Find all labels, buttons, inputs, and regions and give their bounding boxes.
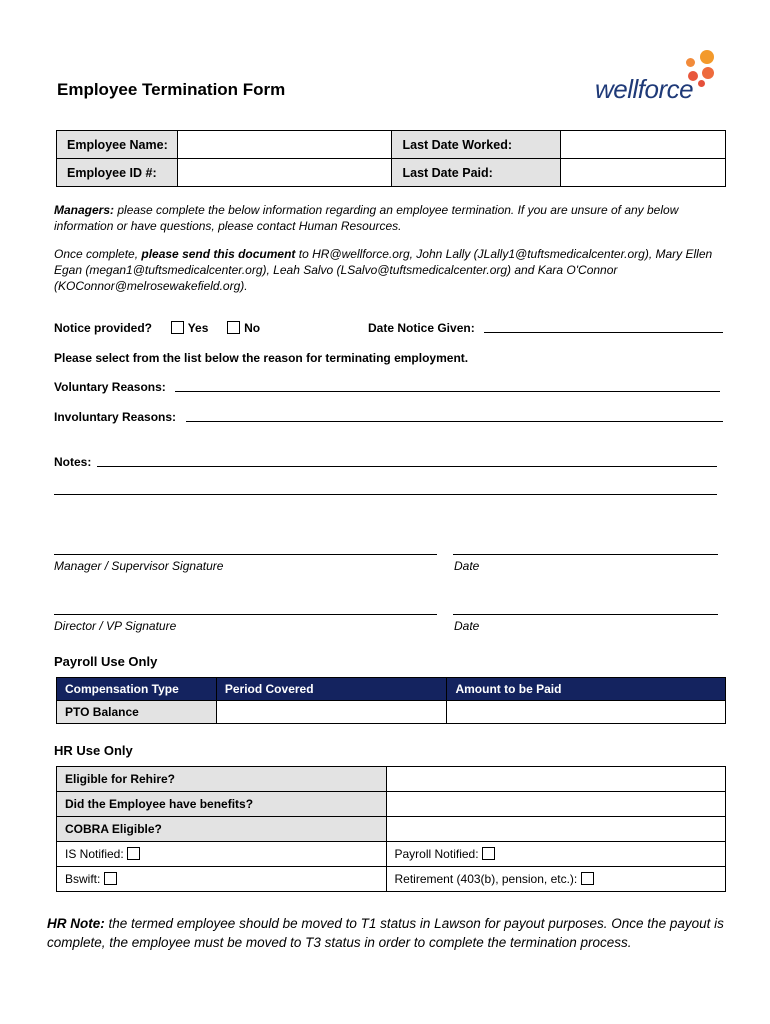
logo-text: wellforce [595, 74, 694, 104]
employee-name-field[interactable] [177, 131, 392, 159]
director-signature-line[interactable] [54, 614, 437, 615]
is-notified-cell [57, 842, 387, 867]
notice-label: Notice provided? [54, 321, 153, 335]
date-notice-label: Date Notice Given: [368, 321, 475, 335]
wellforce-logo [592, 48, 724, 108]
voluntary-label: Voluntary Reasons: [54, 380, 166, 394]
benefits-field[interactable] [386, 792, 726, 817]
cobra-field[interactable] [386, 817, 726, 842]
payroll-notified-label: Payroll Notified: [394, 847, 479, 861]
send-pre: Once complete, [54, 247, 142, 261]
manager-signature-line[interactable] [54, 554, 437, 555]
employee-info-table [56, 130, 726, 187]
last-date-worked-label: Last Date Worked: [392, 131, 561, 159]
is-notified-label: IS Notified: [65, 847, 124, 861]
manager-date-label: Date [454, 559, 480, 573]
benefits-label: Did the Employee have benefits? [57, 792, 387, 817]
involuntary-label: Involuntary Reasons: [54, 410, 177, 424]
employee-name-label: Employee Name: [57, 131, 178, 159]
last-date-worked-field[interactable] [561, 131, 726, 159]
hr-heading: HR Use Only [54, 743, 133, 758]
involuntary-line[interactable] [186, 421, 723, 422]
notes-label: Notes: [54, 455, 92, 469]
bswift-checkbox[interactable] [104, 872, 117, 885]
managers-lead: Managers: [54, 203, 115, 217]
voluntary-line[interactable] [175, 391, 720, 392]
retirement-checkbox[interactable] [581, 872, 594, 885]
notice-yes-checkbox[interactable] [171, 321, 184, 334]
payroll-notified-checkbox[interactable] [482, 847, 495, 860]
last-date-paid-label: Last Date Paid: [392, 159, 561, 187]
notes-line-1[interactable] [97, 466, 717, 467]
payroll-table [56, 677, 726, 724]
send-instructions [54, 246, 726, 294]
send-bold: please send this document [141, 247, 296, 261]
hr-note-lead: HR Note: [47, 916, 105, 931]
payroll-heading: Payroll Use Only [54, 654, 158, 669]
pto-amount-field[interactable] [447, 701, 726, 724]
send-post: to HR@wellforce.org, John Lally (JLally1@tuftsmedicalcenter.org), Mary Ellen Egan (megan1@tuftsmedicalcenter.org), Leah Salvo (LSalvo@tuftsmedicalcenter.org) and Kara O'Connor (KOConnor@melrosewakefield.org). [54, 247, 713, 293]
employee-id-field[interactable] [177, 159, 392, 187]
payroll-notified-cell [386, 842, 726, 867]
bswift-label: Bswift: [65, 872, 101, 886]
director-date-line[interactable] [453, 614, 718, 615]
notes-line-2[interactable] [54, 494, 717, 495]
payroll-header-amount: Amount to be Paid [447, 678, 726, 701]
select-reason-text: Please select from the list below the reason for terminating employment. [54, 351, 469, 365]
last-date-paid-field[interactable] [561, 159, 726, 187]
rehire-field[interactable] [386, 767, 726, 792]
is-notified-checkbox[interactable] [127, 847, 140, 860]
pto-balance-label: PTO Balance [57, 701, 217, 724]
notice-yes-label: Yes [187, 321, 209, 335]
retirement-cell [386, 867, 726, 892]
payroll-header-compensation: Compensation Type [57, 678, 217, 701]
notice-no-label: No [244, 321, 261, 335]
pto-period-field[interactable] [216, 701, 447, 724]
manager-signature-label: Manager / Supervisor Signature [54, 559, 224, 573]
hr-note-text: the termed employee should be moved to T1 status in Lawson for payout purposes. Once the payout is complete, the employee must be moved to T3 status in order to complete the termination process. [47, 916, 724, 950]
director-signature-label: Director / VP Signature [54, 619, 177, 633]
manager-date-line[interactable] [453, 554, 718, 555]
hr-table [56, 766, 726, 892]
employee-id-label: Employee ID #: [57, 159, 178, 187]
notice-no-checkbox[interactable] [227, 321, 240, 334]
managers-instructions [54, 202, 726, 234]
managers-text: please complete the below information regarding an employee termination. If you are unsure of any below information or have questions, please contact Human Resources. [54, 203, 679, 233]
notice-row [54, 321, 260, 335]
payroll-header-period: Period Covered [216, 678, 447, 701]
rehire-label: Eligible for Rehire? [57, 767, 387, 792]
cobra-label: COBRA Eligible? [57, 817, 387, 842]
bswift-cell [57, 867, 387, 892]
hr-note [47, 914, 727, 952]
director-date-label: Date [454, 619, 480, 633]
retirement-label: Retirement (403(b), pension, etc.): [394, 872, 578, 886]
form-title: Employee Termination Form [57, 80, 286, 99]
date-notice-line[interactable] [484, 332, 723, 333]
